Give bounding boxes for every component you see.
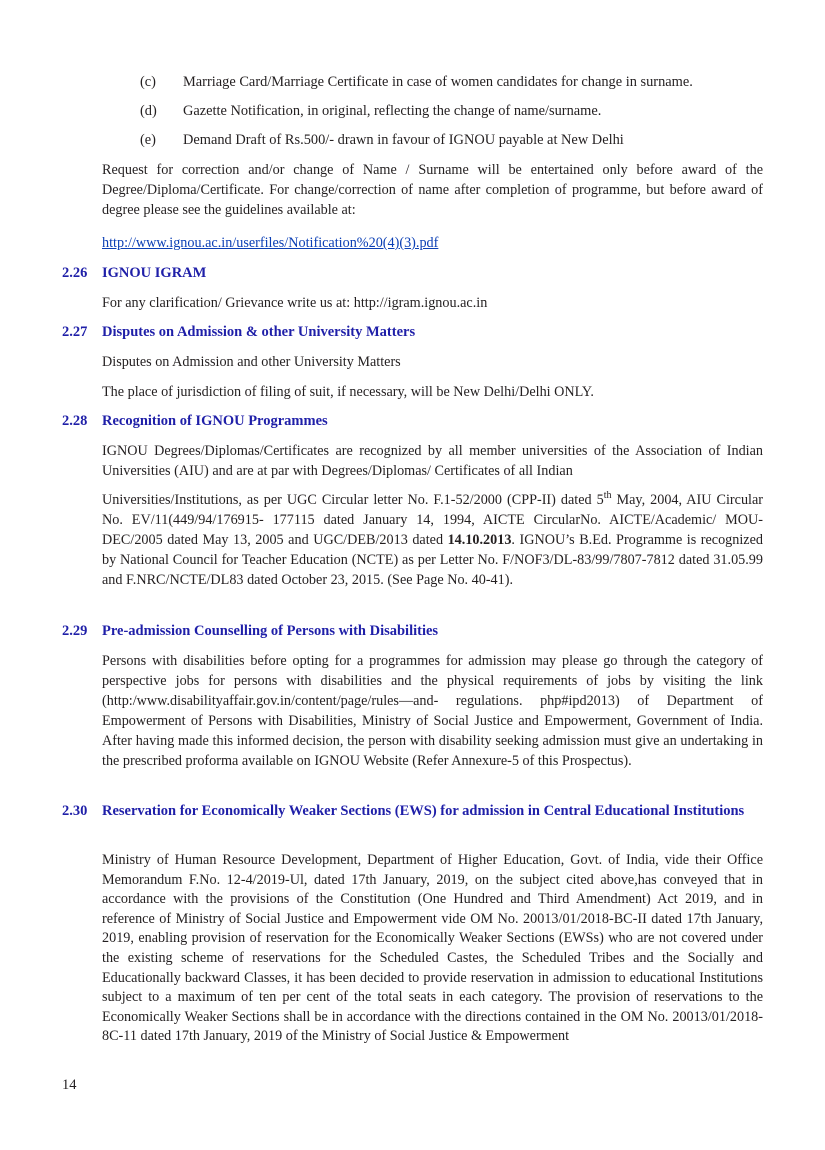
section-title: Pre-admission Counselling of Persons with Disabilities xyxy=(102,623,439,639)
recognition-paragraph-1: IGNOU Degrees/Diplomas/Certificates are recognized by all member universities of the Association of Indian Universities (AIU) and are at par with Degrees/Diplomas/ Certificates of all Indian xyxy=(102,443,763,479)
recognition-text-b: May, 2004, AIU Circular No. EV/11(449/94/176915- 177115 dated January 14, 1994, AICTE CircularNo. AICTE/Academic/ MOU-DEC/2005 dated May 13, 2005 and UGC/DEB/2013 dated xyxy=(102,492,764,548)
disputes-line-1: Disputes on Admission and other University Matters xyxy=(102,354,401,370)
recognition-text-c: . IGNOU’s B.Ed. Programme is recognized by National Council for Teacher Education (NCTE) as per Letter No. F/NOF3/DL-83/99/7807-7812 dated 31.05.99 and F.NRC/NCTE/DL83 dated October 23, 2015. (See Page No. 40-41). xyxy=(102,532,763,588)
list-item-label: (e) xyxy=(140,132,156,148)
section-number: 2.26 xyxy=(62,265,88,281)
recognition-paragraph-2 xyxy=(102,490,763,590)
disabilities-paragraph: Persons with disabilities before opting for a programmes for admission may please go through the category of perspective jobs for persons with disabilities and the physical requirements of jobs by visiting the link (http:/www.disabilityaffair.gov.in/content/page/rules—and- regulations. php#ipd2013) of Department of Empowerment of Persons with Disabilities, Ministry of Social Justice and Empowerment, Government of India. After having made this informed decision, the person with disability seeking admission must give an undertaking in the prescribed proforma available on IGNOU Website (Refer Annexure-5 of this Prospectus). xyxy=(102,653,763,769)
section-title: IGNOU IGRAM xyxy=(102,265,207,281)
list-item-label: (d) xyxy=(140,103,157,119)
list-item-text: Gazette Notification, in original, reflecting the change of name/surname. xyxy=(183,103,602,119)
document-list xyxy=(140,72,770,159)
section-number: 2.28 xyxy=(62,413,88,429)
disputes-line-2: The place of jurisdiction of filing of suit, if necessary, will be New Delhi/Delhi ONLY. xyxy=(102,384,594,400)
section-number: 2.27 xyxy=(62,324,88,340)
list-item-text: Marriage Card/Marriage Certificate in case of women candidates for change in surname. xyxy=(183,74,693,90)
section-title: Disputes on Admission & other University Matters xyxy=(102,324,416,340)
section-title: Recognition of IGNOU Programmes xyxy=(102,413,328,429)
guidelines-link[interactable]: http://www.ignou.ac.in/userfiles/Notification%20(4)(3).pdf xyxy=(102,235,439,251)
list-item-label: (c) xyxy=(140,74,156,90)
igram-text: For any clarification/ Grievance write us at: http://igram.ignou.ac.in xyxy=(102,295,488,311)
list-item xyxy=(140,72,770,101)
section-number: 2.29 xyxy=(62,623,88,639)
recognition-text-a: Universities/Institutions, as per UGC Circular letter No. F.1-52/2000 (CPP-II) dated 5 xyxy=(102,492,604,508)
section-title: Reservation for Economically Weaker Sections (EWS) for admission in Central Educational Institutions xyxy=(102,803,745,819)
ews-paragraph: Ministry of Human Resource Development, Department of Higher Education, Govt. of India, vide their Office Memorandum F.No. 12-4/2019-Ul, dated 17th January, 2019, on the subject cited above,has conveyed that in accordance with the provisions of the Constitution (One Hundred and Third Amendment) Act 2019, and in reference of Ministry of Social Justice and Empowerment vide OM No. 20013/01/2018-BC-II dated 17th January, 2019, enabling provision of reservation for the Economically Weaker Sections (EWSs) who are not covered under the existing scheme of reservations for the Scheduled Castes, the Scheduled Tribes and the Socially and Educationally backward Classes, it has been decided to provide reservation in admission to educational Institutions subject to a maximum of ten per cent of the total seats in each category. The provision of reservations to the Economically Weaker Sections shall be in accordance with the directions contained in the OM No. 20013/01/2018-8C-11 dated 17th January, 2019 of the Ministry of Social Justice & Empowerment xyxy=(102,852,763,1045)
section-number: 2.30 xyxy=(62,803,88,819)
ordinal-suffix: th xyxy=(603,490,612,501)
list-item-text: Demand Draft of Rs.500/- drawn in favour of IGNOU payable at New Delhi xyxy=(183,132,624,148)
correction-paragraph: Request for correction and/or change of Name / Surname will be entertained only before award of the Degree/Diploma/Certificate. For change/correction of name after completion of programme, but before award of degree please see the guidelines available at: xyxy=(102,162,763,218)
section-heading-2-30 xyxy=(62,801,762,841)
list-item xyxy=(140,101,770,130)
list-item xyxy=(140,130,770,159)
recognition-date-bold: 14.10.2013 xyxy=(447,532,512,548)
page-number: 14 xyxy=(62,1077,77,1093)
